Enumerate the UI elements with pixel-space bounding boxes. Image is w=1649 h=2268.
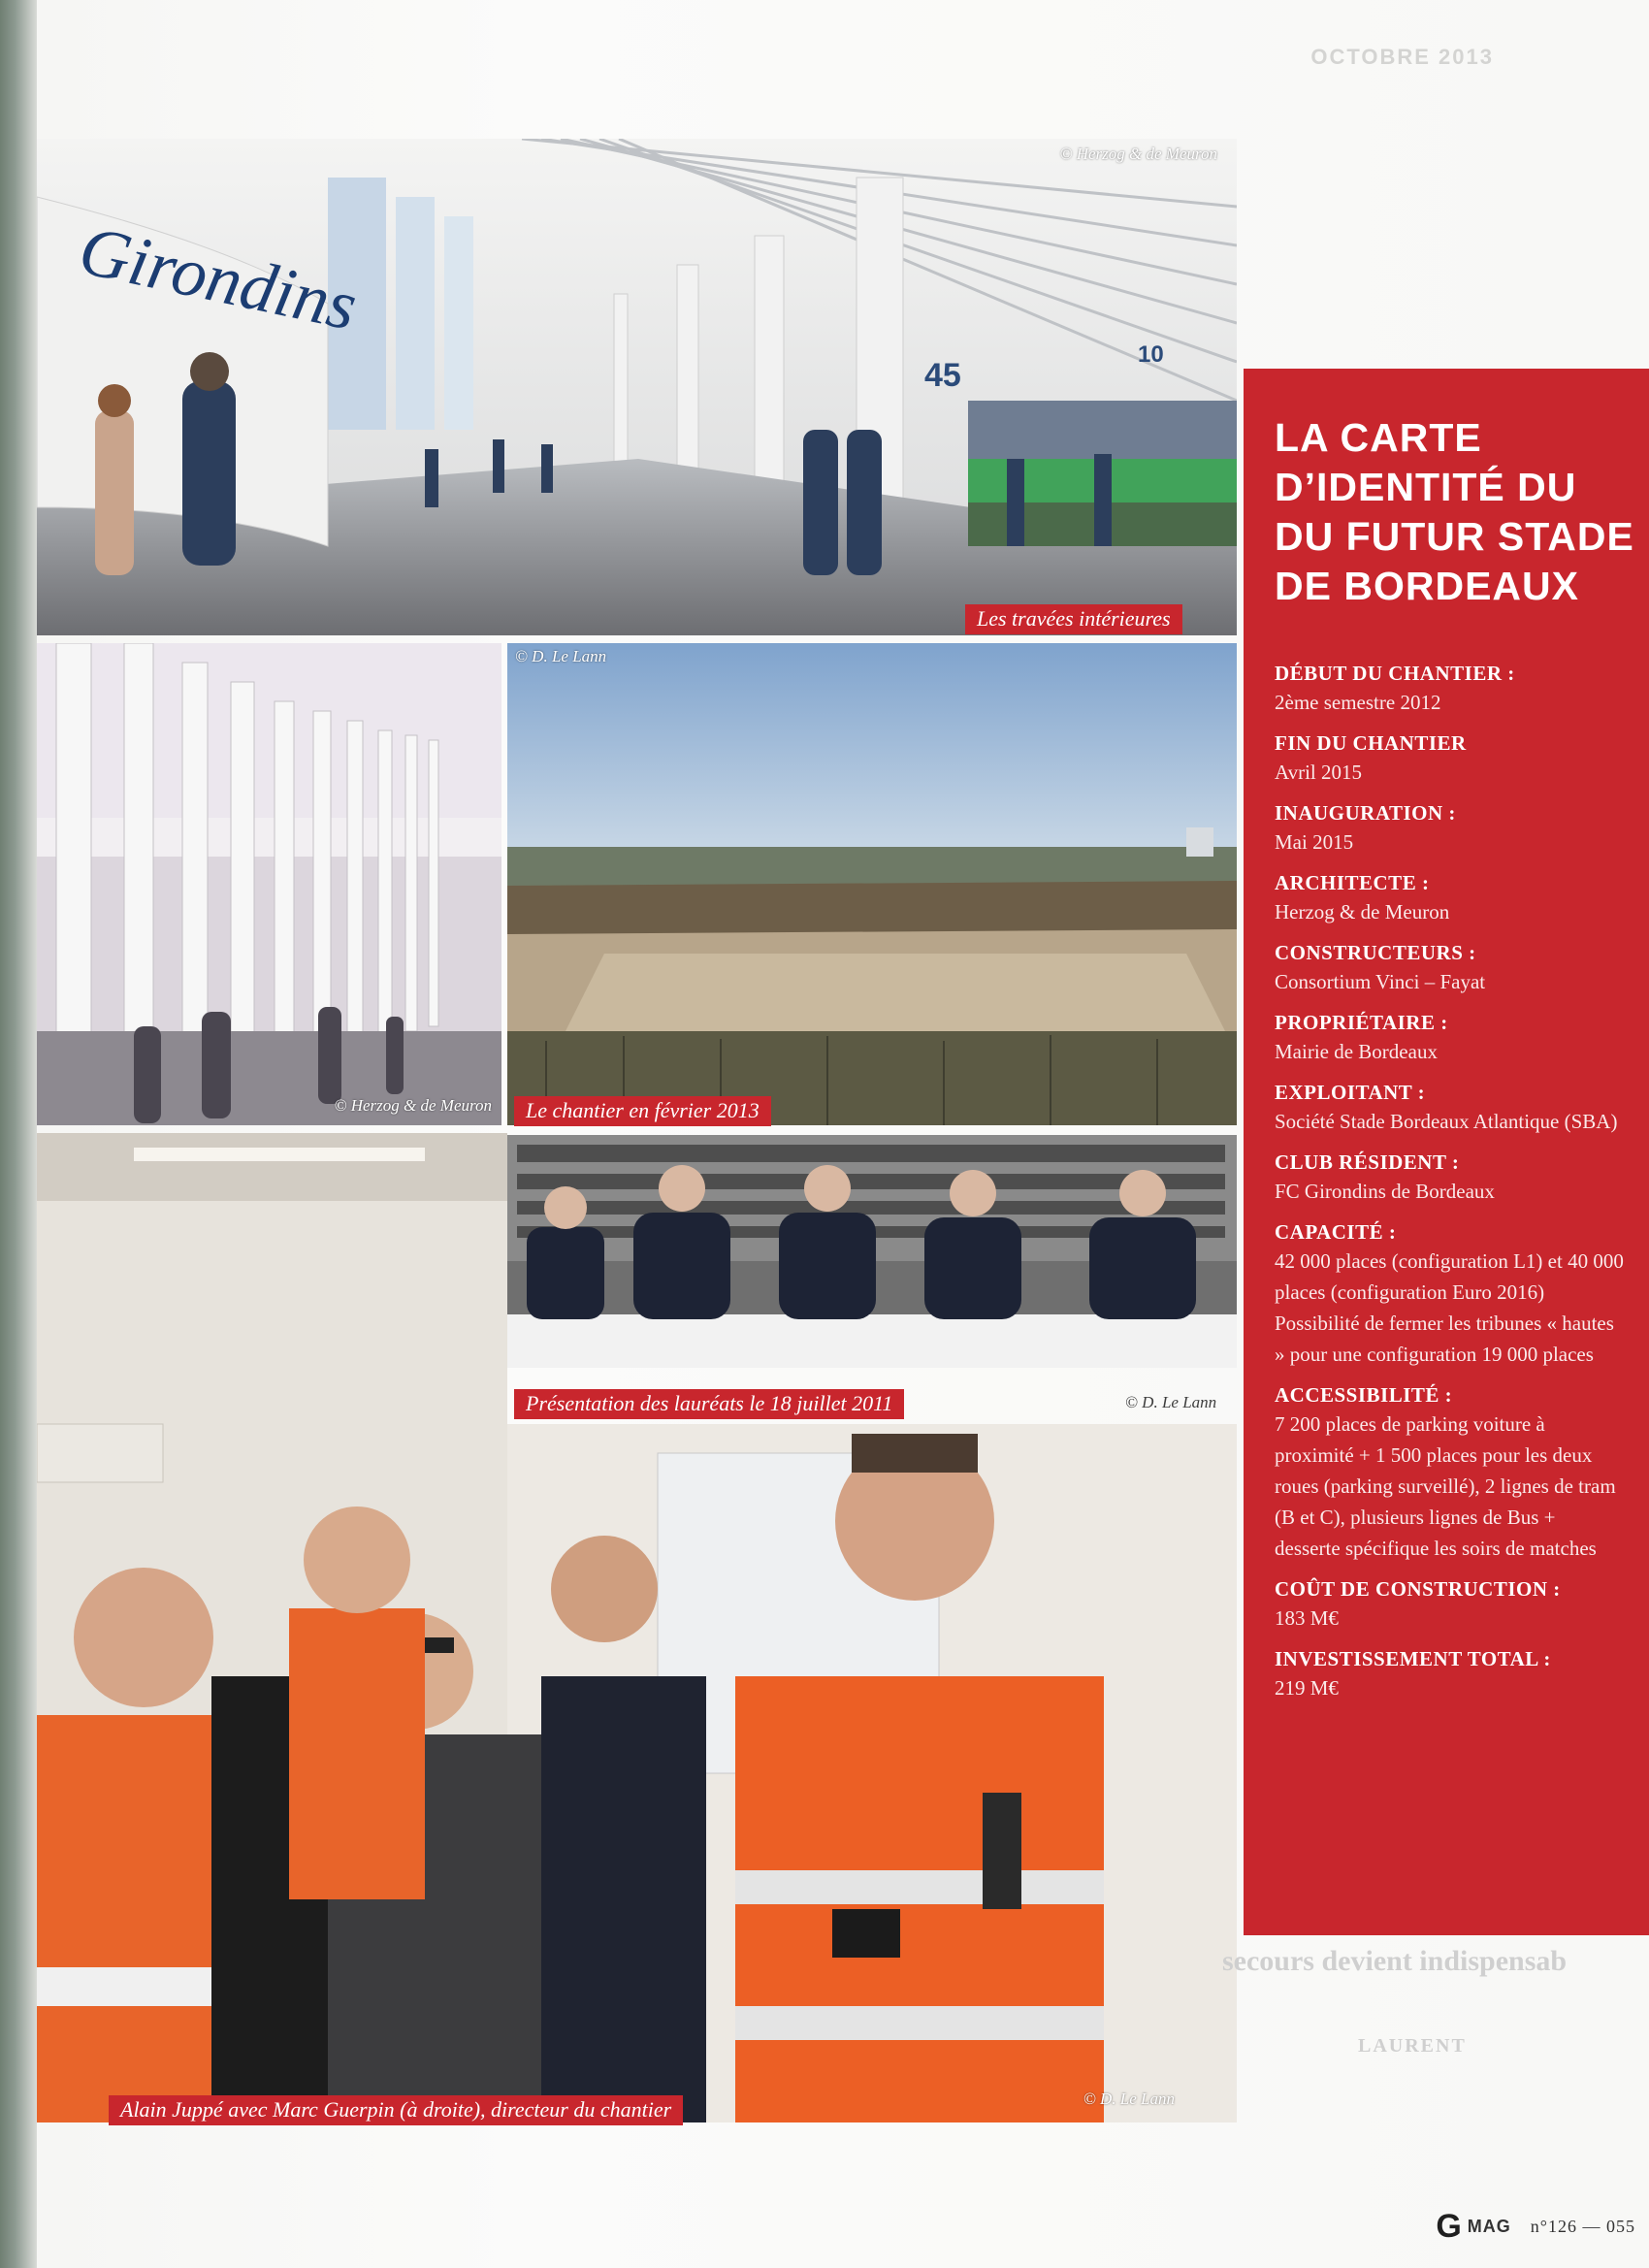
issue-page-number: n°126 — 055 bbox=[1530, 2216, 1635, 2236]
entry-architecte bbox=[1275, 869, 1624, 927]
bleed-through-text: secours devient indispensab bbox=[1222, 1945, 1568, 1977]
entry-label: CLUB RÉSIDENT : bbox=[1275, 1150, 1460, 1174]
exterior-render-illustration bbox=[37, 643, 501, 1125]
entry-value: Avril 2015 bbox=[1275, 761, 1363, 784]
stadium-id-card-panel bbox=[1244, 369, 1649, 1935]
photo-credit: © D. Le Lann bbox=[1083, 2090, 1175, 2108]
entry-value: 219 M€ bbox=[1275, 1676, 1339, 1700]
site-visit-illustration bbox=[37, 1133, 1237, 2122]
entry-value: Mai 2015 bbox=[1275, 830, 1354, 854]
section-number-45: 45 bbox=[924, 357, 961, 394]
entry-label: CONSTRUCTEURS : bbox=[1275, 941, 1476, 964]
entry-accessibilite bbox=[1275, 1381, 1624, 1564]
photo-credit: © D. Le Lann bbox=[515, 647, 607, 665]
entry-constructeurs bbox=[1275, 939, 1624, 997]
gmag-logo-icon: G bbox=[1436, 2207, 1462, 2245]
entry-investissement-total bbox=[1275, 1645, 1624, 1703]
mag-wordmark: MAG bbox=[1467, 2216, 1511, 2236]
entry-label: CAPACITÉ : bbox=[1275, 1220, 1397, 1244]
id-card-entries bbox=[1275, 660, 1624, 1715]
caption-construction-site: Le chantier en février 2013 bbox=[514, 1096, 771, 1126]
entry-label: ACCESSIBILITÉ : bbox=[1275, 1383, 1453, 1407]
entry-debut-chantier bbox=[1275, 660, 1624, 718]
entry-label: EXPLOITANT : bbox=[1275, 1081, 1426, 1104]
entry-cout-construction bbox=[1275, 1575, 1624, 1634]
entry-label: FIN DU CHANTIER bbox=[1275, 731, 1467, 755]
entry-value: FC Girondins de Bordeaux bbox=[1275, 1180, 1495, 1203]
binding-gutter bbox=[0, 0, 37, 2268]
entry-label: COÛT DE CONSTRUCTION : bbox=[1275, 1577, 1561, 1601]
girondins-sign: Girondins bbox=[72, 211, 364, 345]
title-line: LA CARTE bbox=[1275, 415, 1482, 460]
entry-value: 183 M€ bbox=[1275, 1606, 1339, 1630]
caption-press-conference: Présentation des lauréats le 18 juillet 2011 bbox=[514, 1389, 904, 1419]
title-line: DE BORDEAUX bbox=[1275, 564, 1579, 608]
entry-label: INVESTISSEMENT TOTAL : bbox=[1275, 1647, 1551, 1670]
id-card-title bbox=[1275, 413, 1643, 611]
entry-value: Société Stade Bordeaux Atlantique (SBA) bbox=[1275, 1110, 1618, 1133]
entry-fin-chantier bbox=[1275, 729, 1624, 788]
entry-value: Mairie de Bordeaux bbox=[1275, 1040, 1438, 1063]
title-line: D’IDENTITÉ DU bbox=[1275, 465, 1577, 509]
entry-value: Herzog & de Meuron bbox=[1275, 900, 1450, 923]
entry-label: PROPRIÉTAIRE : bbox=[1275, 1011, 1448, 1034]
entry-label: ARCHITECTE : bbox=[1275, 871, 1430, 894]
entry-value: 7 200 places de parking voiture à proximité + 1 500 places pour les deux roues (parking surveillé), 2 lignes de tram (B et C), plusieurs lignes de Bus + desserte spécifique les soirs de matches bbox=[1275, 1412, 1616, 1560]
page-footer bbox=[1436, 2207, 1635, 2246]
photo-credit: © Herzog & de Meuron bbox=[334, 1096, 492, 1115]
entry-proprietaire bbox=[1275, 1009, 1624, 1067]
bleed-through-text: LAURENT bbox=[1358, 2035, 1467, 2057]
photo-construction-site bbox=[507, 643, 1237, 1125]
title-line: DU FUTUR STADE bbox=[1275, 514, 1634, 559]
entry-exploitant bbox=[1275, 1079, 1624, 1137]
photo-credit: © D. Le Lann bbox=[1125, 1393, 1217, 1411]
photo-credit: © Herzog & de Meuron bbox=[1059, 145, 1217, 163]
entry-label: INAUGURATION : bbox=[1275, 801, 1456, 825]
entry-club-resident bbox=[1275, 1149, 1624, 1207]
bleed-through-header: OCTOBRE 2013 bbox=[1310, 45, 1494, 69]
construction-site-illustration bbox=[507, 643, 1237, 1125]
caption-interior: Les travées intérieures bbox=[965, 604, 1182, 634]
entry-value: Consortium Vinci – Fayat bbox=[1275, 970, 1486, 993]
photo-interior-concourse bbox=[37, 139, 1237, 635]
entry-inauguration bbox=[1275, 799, 1624, 858]
entry-label: DÉBUT DU CHANTIER : bbox=[1275, 662, 1515, 685]
entry-value: 42 000 places (configuration L1) et 40 000 places (configuration Euro 2016) Possibilité de fermer les tribunes « hautes » pour une configuration 19 000 places bbox=[1275, 1249, 1624, 1366]
section-number-10: 10 bbox=[1138, 341, 1164, 368]
photo-exterior-colonnade bbox=[37, 643, 501, 1125]
entry-capacite bbox=[1275, 1218, 1624, 1370]
caption-site-visit: Alain Juppé avec Marc Guerpin (à droite), directeur du chantier bbox=[109, 2095, 683, 2125]
entry-value: 2ème semestre 2012 bbox=[1275, 691, 1441, 714]
interior-render-illustration bbox=[37, 139, 1237, 635]
photo-site-visit bbox=[37, 1133, 1237, 2122]
